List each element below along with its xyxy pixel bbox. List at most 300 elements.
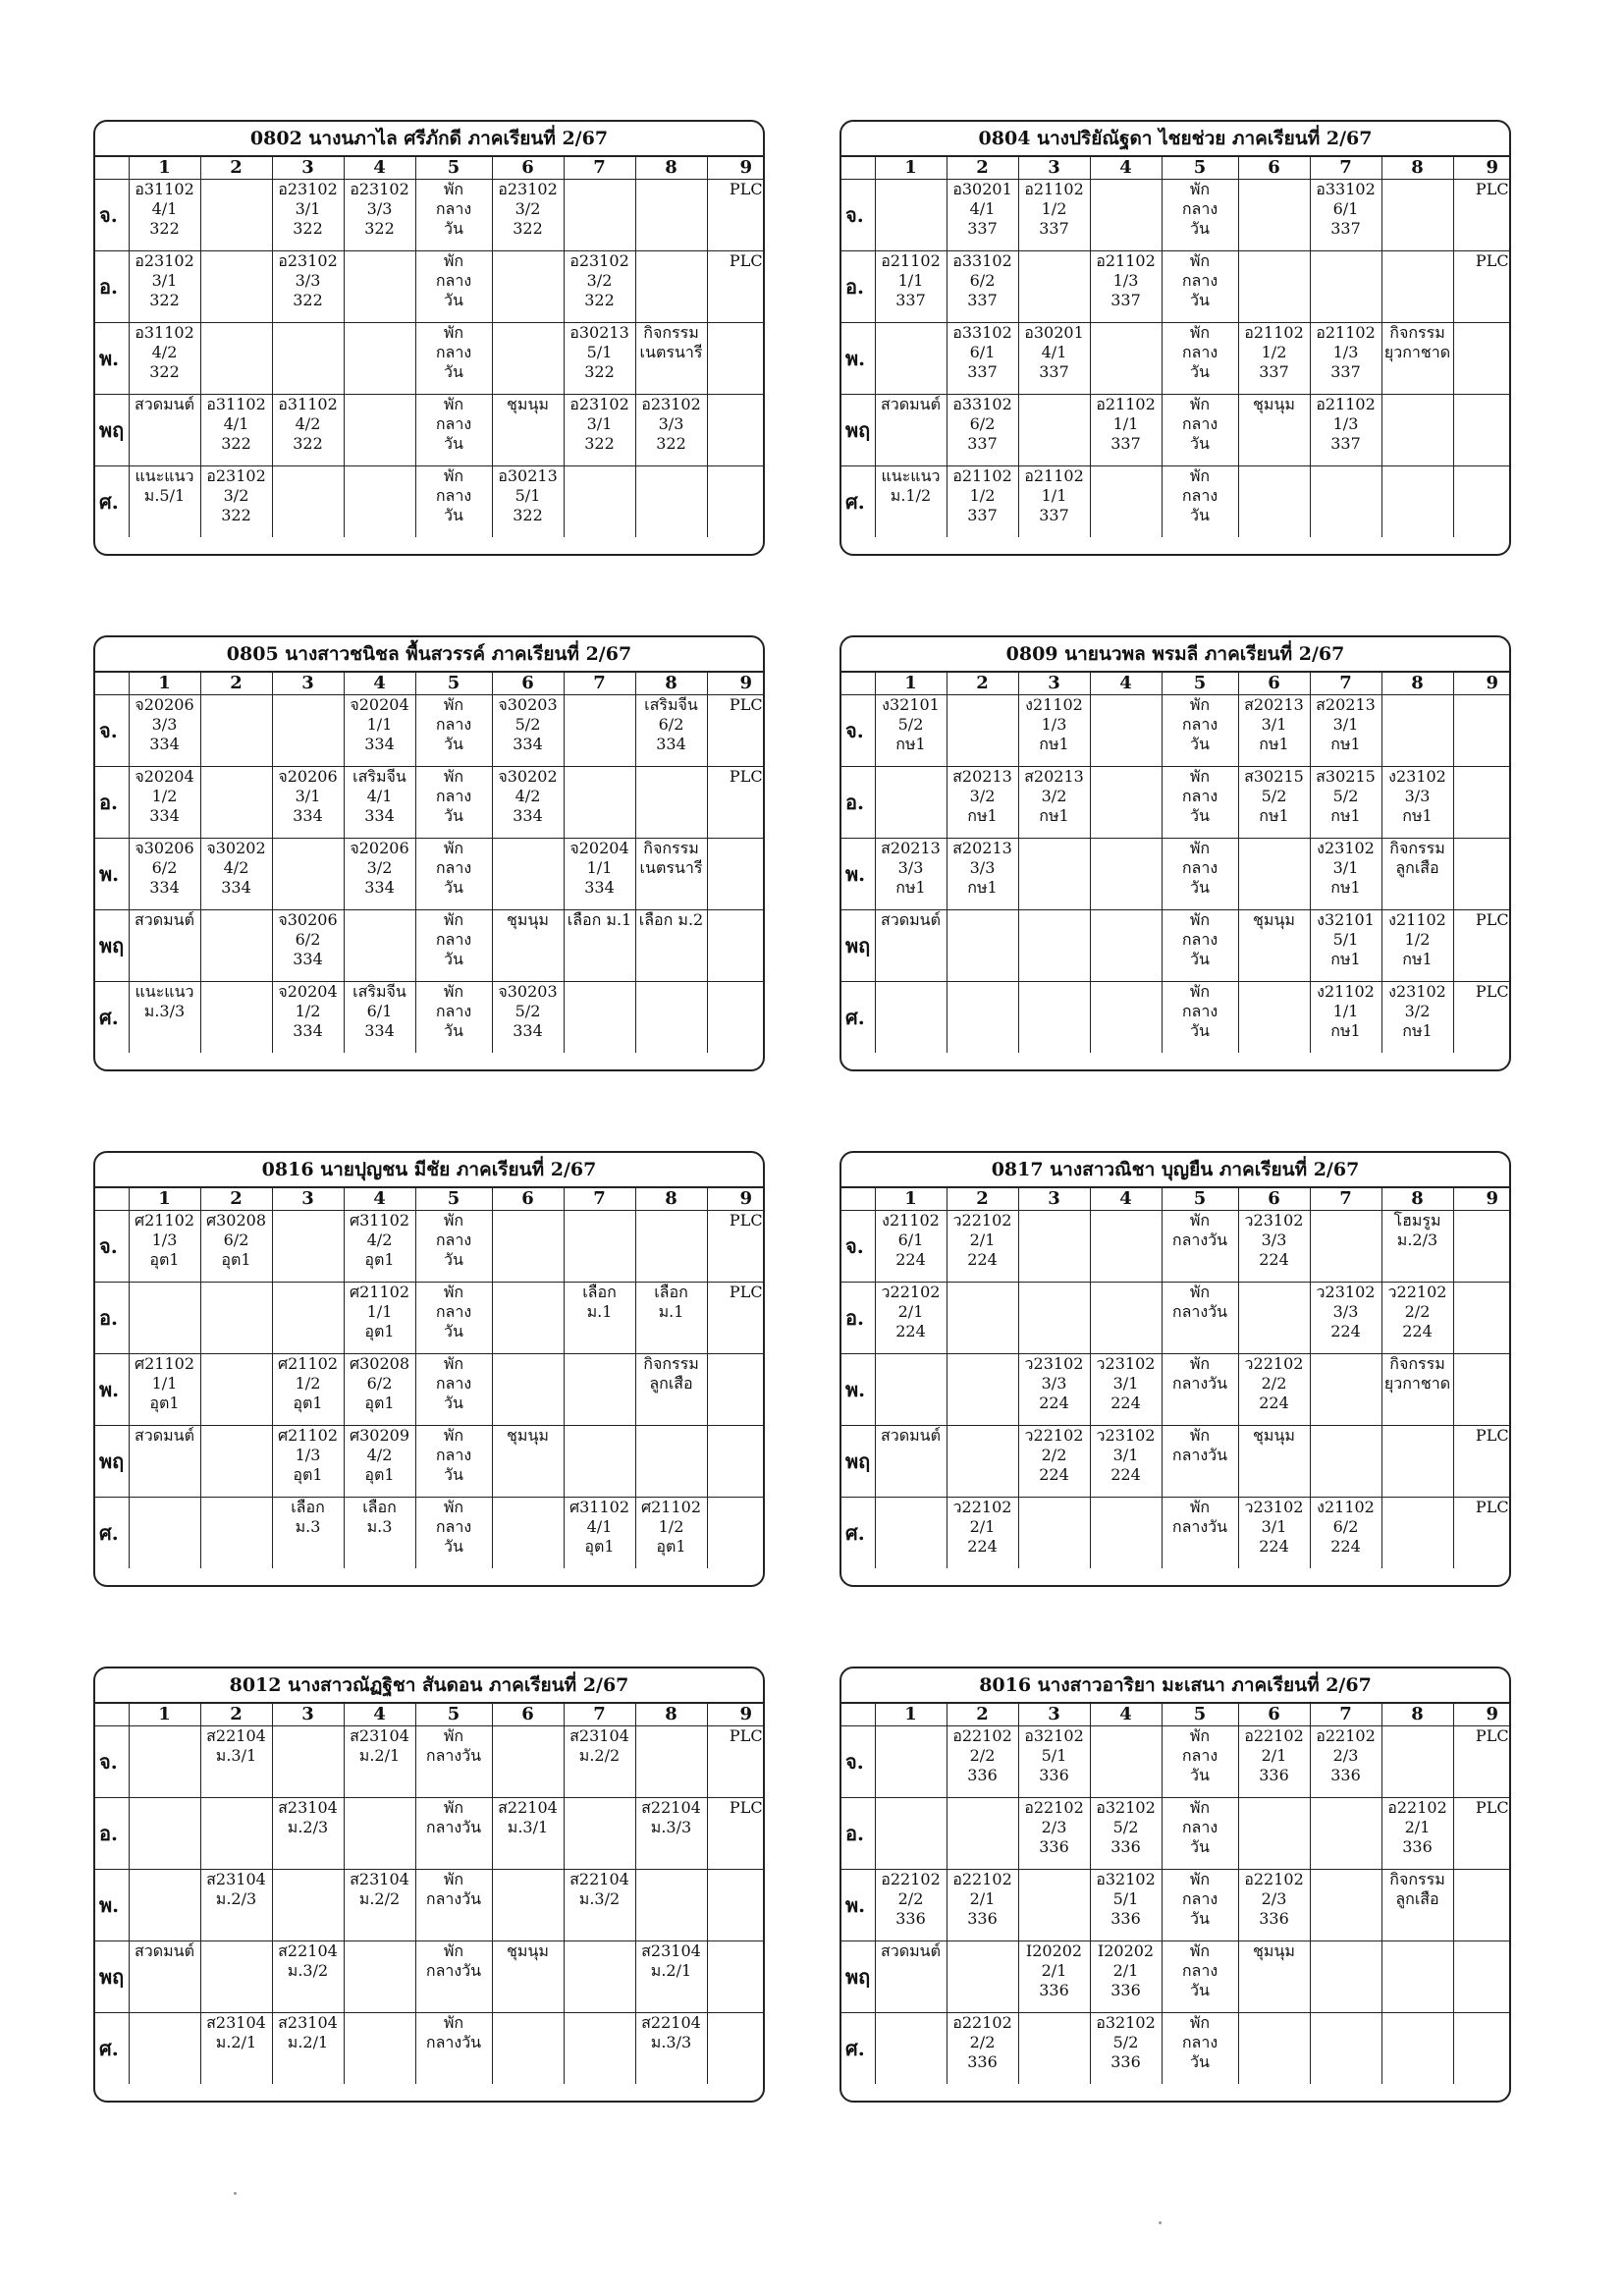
day-row — [95, 1211, 765, 1283]
cell-text: ส23104 — [278, 2013, 338, 2032]
timetable-cell — [947, 1283, 1018, 1354]
timetable-cell — [415, 251, 492, 323]
cell-text: กลาง — [435, 1517, 472, 1536]
timetable-cell — [635, 910, 707, 982]
cell-text: ส22104 — [278, 1941, 338, 1960]
timetable-cell — [564, 695, 635, 767]
cell-text: 1/2 — [658, 1517, 684, 1536]
cell-text: ม.2/1 — [215, 2033, 257, 2051]
cell-text: PLC — [729, 695, 763, 714]
day-label: อ. — [841, 1283, 875, 1354]
cell-text: ศ21102 — [134, 1211, 195, 1230]
cell-text: 3/1 — [1332, 858, 1359, 877]
cell-text: เลือก ม.1 — [567, 910, 632, 929]
timetable-title: 0805 นางสาวชนิชล พื้นสวรรค์ ภาคเรียนที่ 2/67 — [95, 637, 763, 673]
day-row — [95, 1354, 765, 1426]
timetable-cell — [1018, 1211, 1090, 1283]
timetable-cell — [492, 323, 564, 395]
timetable-cell — [875, 1941, 947, 2013]
cell-text: กลาง — [435, 1374, 472, 1393]
cell-text: 3/1 — [1112, 1446, 1139, 1464]
timetable-cell — [564, 1354, 635, 1426]
timetable-cell — [875, 395, 947, 466]
timetable-cell — [129, 466, 200, 538]
period-number: 1 — [875, 1704, 947, 1726]
cell-text: 336 — [895, 1909, 926, 1928]
cell-text: ชุมนุม — [507, 910, 549, 929]
cell-text: ม.3/2 — [578, 1889, 621, 1908]
timetable-cell — [707, 180, 765, 251]
timetable-cell — [1238, 1354, 1310, 1426]
timetable-cell — [1018, 2013, 1090, 2085]
day-label: อ. — [841, 767, 875, 839]
cell-text: จ20206 — [135, 695, 194, 714]
period-number: 7 — [564, 1188, 635, 1211]
timetable-cell — [1162, 1726, 1238, 1798]
cell-text: 336 — [1110, 1909, 1141, 1928]
cell-text: กิจกรรม — [643, 323, 699, 342]
cell-text: พัก — [1189, 839, 1211, 857]
period-number: 2 — [200, 1188, 272, 1211]
cell-text: 1/1 — [366, 1302, 393, 1321]
timetable-cell — [129, 695, 200, 767]
cell-text: ศ30208 — [205, 1211, 267, 1230]
period-number: 8 — [635, 157, 707, 180]
cell-text: 4/2 — [366, 1446, 393, 1464]
cell-text: วัน — [444, 950, 463, 968]
cell-text: อุต1 — [364, 1322, 395, 1340]
cell-text: ง21102 — [1317, 982, 1375, 1001]
cell-text: พัก — [443, 323, 464, 342]
timetable-cell — [344, 839, 415, 910]
period-number: 4 — [1090, 1704, 1162, 1726]
timetable-cell — [492, 251, 564, 323]
cell-text: วัน — [1190, 950, 1210, 968]
cell-text: ม.3 — [295, 1517, 321, 1536]
cell-text: กลาง — [1181, 343, 1218, 361]
cell-text: 2/3 — [1041, 1818, 1067, 1836]
cell-text: กลาง — [1181, 2033, 1218, 2051]
timetable-cell — [1238, 910, 1310, 982]
cell-text: 2/2 — [969, 1746, 996, 1765]
timetable-cell — [1310, 323, 1381, 395]
period-number: 3 — [272, 1704, 344, 1726]
cell-text: 3/2 — [969, 787, 996, 805]
timetable-cell — [1310, 2013, 1381, 2085]
timetable-cell — [272, 1941, 344, 2013]
cell-text: ม.3/2 — [287, 1961, 329, 1980]
cell-text: วัน — [444, 362, 463, 381]
cell-text: ม.2/2 — [358, 1889, 401, 1908]
cell-text: ง23102 — [1388, 767, 1446, 786]
period-number: 8 — [1381, 673, 1453, 695]
timetable-cell — [1018, 1798, 1090, 1870]
cell-text: อ23102 — [278, 251, 338, 270]
cell-text: พัก — [443, 180, 464, 198]
timetable-cell — [129, 982, 200, 1054]
timetable-cell — [344, 767, 415, 839]
period-number: 5 — [1162, 157, 1238, 180]
timetable-cell — [1310, 839, 1381, 910]
cell-text: 337 — [1330, 362, 1361, 381]
timetable-cell — [564, 1426, 635, 1498]
timetable-cell — [272, 1211, 344, 1283]
timetable-cell — [492, 839, 564, 910]
cell-text: 336 — [967, 1909, 998, 1928]
period-number: 3 — [272, 673, 344, 695]
cell-text: 334 — [293, 950, 323, 968]
cell-text: อุต1 — [149, 1250, 180, 1269]
cell-text: 6/2 — [223, 1230, 249, 1249]
timetable-cell — [1310, 767, 1381, 839]
cell-text: 3/2 — [223, 486, 249, 505]
timetable-cell — [1310, 1726, 1381, 1798]
timetable-cell — [1162, 1426, 1238, 1498]
timetable-cell — [1090, 1498, 1162, 1569]
timetable-cell — [1453, 395, 1511, 466]
cell-text: กลาง — [435, 1230, 472, 1249]
period-number: 3 — [1018, 157, 1090, 180]
cell-text: 337 — [967, 219, 998, 238]
cell-text: ชุมนุม — [507, 395, 549, 413]
cell-text: วัน — [1190, 291, 1210, 309]
cell-text: 322 — [149, 362, 180, 381]
timetable-cell — [1453, 1798, 1511, 1870]
timetable-grid — [95, 1188, 765, 1568]
cell-text: 1/2 — [1404, 930, 1431, 949]
timetable-cell — [492, 1726, 564, 1798]
cell-text: อ23102 — [135, 251, 194, 270]
timetable-grid — [841, 673, 1511, 1053]
period-number: 9 — [1453, 1704, 1511, 1726]
cell-text: 4/1 — [586, 1517, 613, 1536]
timetable-cell — [1238, 1941, 1310, 2013]
timetable-cell — [1162, 839, 1238, 910]
period-number: 5 — [415, 673, 492, 695]
cell-text: 3/1 — [151, 271, 178, 290]
timetable-cell — [635, 1798, 707, 1870]
cell-text: พัก — [443, 1941, 464, 1960]
timetable-cell — [947, 839, 1018, 910]
cell-text: 3/3 — [1041, 1374, 1067, 1393]
timetable-cell — [1453, 251, 1511, 323]
timetable-card — [93, 1151, 765, 1587]
period-number: 2 — [200, 1704, 272, 1726]
day-label: พฤ — [841, 910, 875, 982]
cell-text: 5/1 — [1041, 1746, 1067, 1765]
header-corner — [95, 1704, 129, 1726]
timetable-cell — [344, 1941, 415, 2013]
timetable-card — [93, 120, 765, 556]
cell-text: พัก — [1189, 1941, 1211, 1960]
cell-text: อ32102 — [1096, 1798, 1156, 1817]
timetable-grid — [841, 157, 1511, 537]
cell-text: 322 — [293, 434, 323, 453]
timetable-cell — [635, 767, 707, 839]
timetable-cell — [875, 323, 947, 395]
cell-text: ม.1/2 — [890, 486, 932, 505]
timetable-cell — [344, 466, 415, 538]
cell-text: กษ1 — [1259, 806, 1289, 825]
cell-text: อ22102 — [952, 1870, 1012, 1888]
cell-text: 334 — [513, 806, 543, 825]
timetable-cell — [635, 251, 707, 323]
cell-text: 224 — [1110, 1465, 1141, 1484]
timetable-cell — [1238, 180, 1310, 251]
cell-text: พัก — [1189, 910, 1211, 929]
timetable-cell — [415, 1726, 492, 1798]
timetable-cell — [707, 1726, 765, 1798]
timetable-cell — [200, 2013, 272, 2085]
period-number: 6 — [492, 1188, 564, 1211]
timetable-cell — [492, 1798, 564, 1870]
cell-text: พัก — [443, 767, 464, 786]
cell-text: กลาง — [435, 414, 472, 433]
timetable-cell — [1381, 1426, 1453, 1498]
cell-text: ง32101 — [882, 695, 940, 714]
cell-text: 336 — [1330, 1766, 1361, 1784]
timetable-cell — [200, 1354, 272, 1426]
timetable-cell — [272, 1283, 344, 1354]
cell-text: วัน — [1190, 806, 1210, 825]
cell-text: 5/1 — [1332, 930, 1359, 949]
timetable-cell — [875, 1798, 947, 1870]
cell-text: พัก — [443, 1354, 464, 1373]
cell-text: 337 — [1110, 291, 1141, 309]
cell-text: ม.2/3 — [1396, 1230, 1438, 1249]
cell-text: เสริมจีน — [644, 695, 698, 714]
cell-text: พัก — [1189, 1426, 1211, 1445]
period-header-row — [95, 1704, 765, 1726]
day-row — [95, 1726, 765, 1798]
period-number: 4 — [344, 673, 415, 695]
timetable-cell — [200, 1941, 272, 2013]
cell-text: 336 — [967, 1766, 998, 1784]
timetable-cell — [272, 1870, 344, 1941]
cell-text: กลาง — [1181, 1002, 1218, 1020]
cell-text: PLC — [1475, 1726, 1509, 1745]
cell-text: PLC — [1475, 910, 1509, 929]
timetable-cell — [415, 323, 492, 395]
cell-text: พัก — [1189, 251, 1211, 270]
timetable-cell — [200, 1726, 272, 1798]
cell-text: เนตรนารี — [639, 858, 703, 877]
cell-text: 334 — [293, 1021, 323, 1040]
timetable-cell — [492, 767, 564, 839]
period-header-row — [841, 157, 1511, 180]
cell-text: วัน — [1190, 1981, 1210, 1999]
timetable-cell — [635, 1870, 707, 1941]
period-number: 7 — [564, 157, 635, 180]
cell-text: อุต1 — [293, 1465, 323, 1484]
timetable-cell — [707, 1211, 765, 1283]
cell-text: อ33102 — [952, 395, 1012, 413]
cell-text: พัก — [443, 1798, 464, 1817]
timetable-cell — [200, 767, 272, 839]
cell-text: อุต1 — [656, 1537, 686, 1556]
cell-text: ส20213 — [952, 767, 1012, 786]
cell-text: 1/1 — [366, 715, 393, 734]
cell-text: จ30202 — [206, 839, 266, 857]
cell-text: เลือก — [291, 1498, 325, 1516]
day-row — [95, 1941, 765, 2013]
cell-text: สวดมนต์ — [880, 395, 941, 413]
period-number: 4 — [1090, 157, 1162, 180]
cell-text: อ30201 — [952, 180, 1012, 198]
timetable-cell — [1238, 2013, 1310, 2085]
cell-text: 2/2 — [897, 1889, 924, 1908]
timetable-grid — [95, 1704, 765, 2084]
cell-text: อ31102 — [135, 323, 194, 342]
cell-text: ว22102 — [952, 1498, 1012, 1516]
day-label: พ. — [95, 839, 129, 910]
timetable-cell — [1238, 1498, 1310, 1569]
cell-text: PLC — [1475, 982, 1509, 1001]
timetable-cell — [947, 1870, 1018, 1941]
timetable-cell — [200, 1498, 272, 1569]
cell-text: 3/2 — [366, 858, 393, 877]
day-row — [95, 982, 765, 1054]
timetable-cell — [1238, 767, 1310, 839]
cell-text: ลูกเสือ — [1395, 858, 1439, 877]
cell-text: 1/1 — [1041, 486, 1067, 505]
timetable-cell — [272, 466, 344, 538]
cell-text: 224 — [967, 1250, 998, 1269]
timetable-cell — [947, 1211, 1018, 1283]
cell-text: วัน — [1190, 2052, 1210, 2071]
cell-text: จ20204 — [569, 839, 629, 857]
timetable-cell — [129, 323, 200, 395]
cell-text: PLC — [729, 1211, 763, 1230]
timetable-cell — [947, 1941, 1018, 2013]
timetable-cell — [635, 395, 707, 466]
timetable-cell — [1162, 1283, 1238, 1354]
timetable-cell — [272, 180, 344, 251]
cell-text: 3/1 — [1261, 1517, 1287, 1536]
cell-text: 224 — [895, 1322, 926, 1340]
cell-text: 334 — [149, 806, 180, 825]
cell-text: 3/2 — [586, 271, 613, 290]
day-label: อ. — [95, 1798, 129, 1870]
period-number: 1 — [129, 1704, 200, 1726]
cell-text: อ31102 — [278, 395, 338, 413]
timetable-cell — [1162, 395, 1238, 466]
timetable-cell — [1162, 1870, 1238, 1941]
timetable-cell — [564, 839, 635, 910]
period-number: 2 — [947, 1188, 1018, 1211]
period-number: 1 — [875, 157, 947, 180]
cell-text: 322 — [293, 219, 323, 238]
cell-text: กิจกรรม — [1389, 323, 1445, 342]
cell-text: อ21102 — [1096, 251, 1156, 270]
cell-text: ส20213 — [881, 839, 941, 857]
timetable-cell — [200, 910, 272, 982]
day-label: ศ. — [95, 466, 129, 538]
day-row — [95, 695, 765, 767]
timetable-cell — [415, 695, 492, 767]
day-label: จ. — [95, 695, 129, 767]
cell-text: 1/1 — [897, 271, 924, 290]
cell-text: I20202 — [1025, 1941, 1083, 1960]
cell-text: จ20206 — [278, 767, 338, 786]
cell-text: กลาง — [1181, 1961, 1218, 1980]
cell-text: กลาง — [1181, 1889, 1218, 1908]
timetable-cell — [492, 695, 564, 767]
timetable-cell — [1018, 695, 1090, 767]
timetable-cell — [875, 1283, 947, 1354]
timetable-cell — [707, 839, 765, 910]
cell-text: พัก — [1189, 1354, 1211, 1373]
cell-text: 6/2 — [658, 715, 684, 734]
timetable-cell — [707, 1354, 765, 1426]
cell-text: สวดมนต์ — [134, 1941, 194, 1960]
cell-text: 5/2 — [514, 1002, 541, 1020]
cell-text: กลางวัน — [425, 1961, 482, 1980]
cell-text: อ33102 — [1316, 180, 1376, 198]
timetable-cell — [1090, 1726, 1162, 1798]
timetable-cell — [415, 1354, 492, 1426]
timetable-cell — [875, 1354, 947, 1426]
cell-text: กลาง — [1181, 787, 1218, 805]
cell-text: 334 — [149, 735, 180, 753]
timetable-cell — [1162, 1798, 1238, 1870]
cell-text: ศ30208 — [349, 1354, 410, 1373]
timetable-cell — [200, 395, 272, 466]
timetable-cell — [1453, 466, 1511, 538]
cell-text: 322 — [293, 291, 323, 309]
header-corner — [841, 1188, 875, 1211]
cell-text: PLC — [1475, 1498, 1509, 1516]
timetable-cell — [1310, 1426, 1381, 1498]
cell-text: อ32102 — [1024, 1726, 1084, 1745]
cell-text: 3/1 — [586, 414, 613, 433]
cell-text: 334 — [149, 878, 180, 897]
period-number: 7 — [1310, 1188, 1381, 1211]
period-number: 8 — [635, 673, 707, 695]
cell-text: วัน — [1190, 878, 1210, 897]
timetable-cell — [1453, 1211, 1511, 1283]
timetable-cell — [1090, 1798, 1162, 1870]
cell-text: 322 — [149, 219, 180, 238]
timetable-cell — [1310, 180, 1381, 251]
timetable-cell — [564, 767, 635, 839]
day-row — [95, 1498, 765, 1569]
period-number: 7 — [1310, 1704, 1381, 1726]
cell-text: โฮมรูม — [1393, 1211, 1441, 1230]
period-number: 4 — [1090, 673, 1162, 695]
timetable-cell — [1018, 1283, 1090, 1354]
cell-text: ยุวกาชาด — [1383, 1374, 1451, 1393]
timetable-cell — [1381, 1870, 1453, 1941]
timetable-cell — [415, 1426, 492, 1498]
timetable-cell — [1238, 323, 1310, 395]
cell-text: 3/2 — [1404, 1002, 1431, 1020]
cell-text: วัน — [444, 1537, 463, 1556]
cell-text: อุต1 — [364, 1394, 395, 1412]
timetable-cell — [129, 1798, 200, 1870]
cell-text: ส23104 — [350, 1870, 409, 1888]
cell-text: 4/2 — [295, 414, 321, 433]
timetable-title: 0816 นายปุญชน มีชัย ภาคเรียนที่ 2/67 — [95, 1153, 763, 1188]
timetable-cell — [415, 466, 492, 538]
period-number: 9 — [707, 673, 765, 695]
cell-text: ศ21102 — [277, 1354, 339, 1373]
cell-text: 5/1 — [514, 486, 541, 505]
cell-text: อ22102 — [881, 1870, 941, 1888]
cell-text: 224 — [1259, 1394, 1289, 1412]
day-row — [95, 767, 765, 839]
timetable-cell — [344, 1426, 415, 1498]
